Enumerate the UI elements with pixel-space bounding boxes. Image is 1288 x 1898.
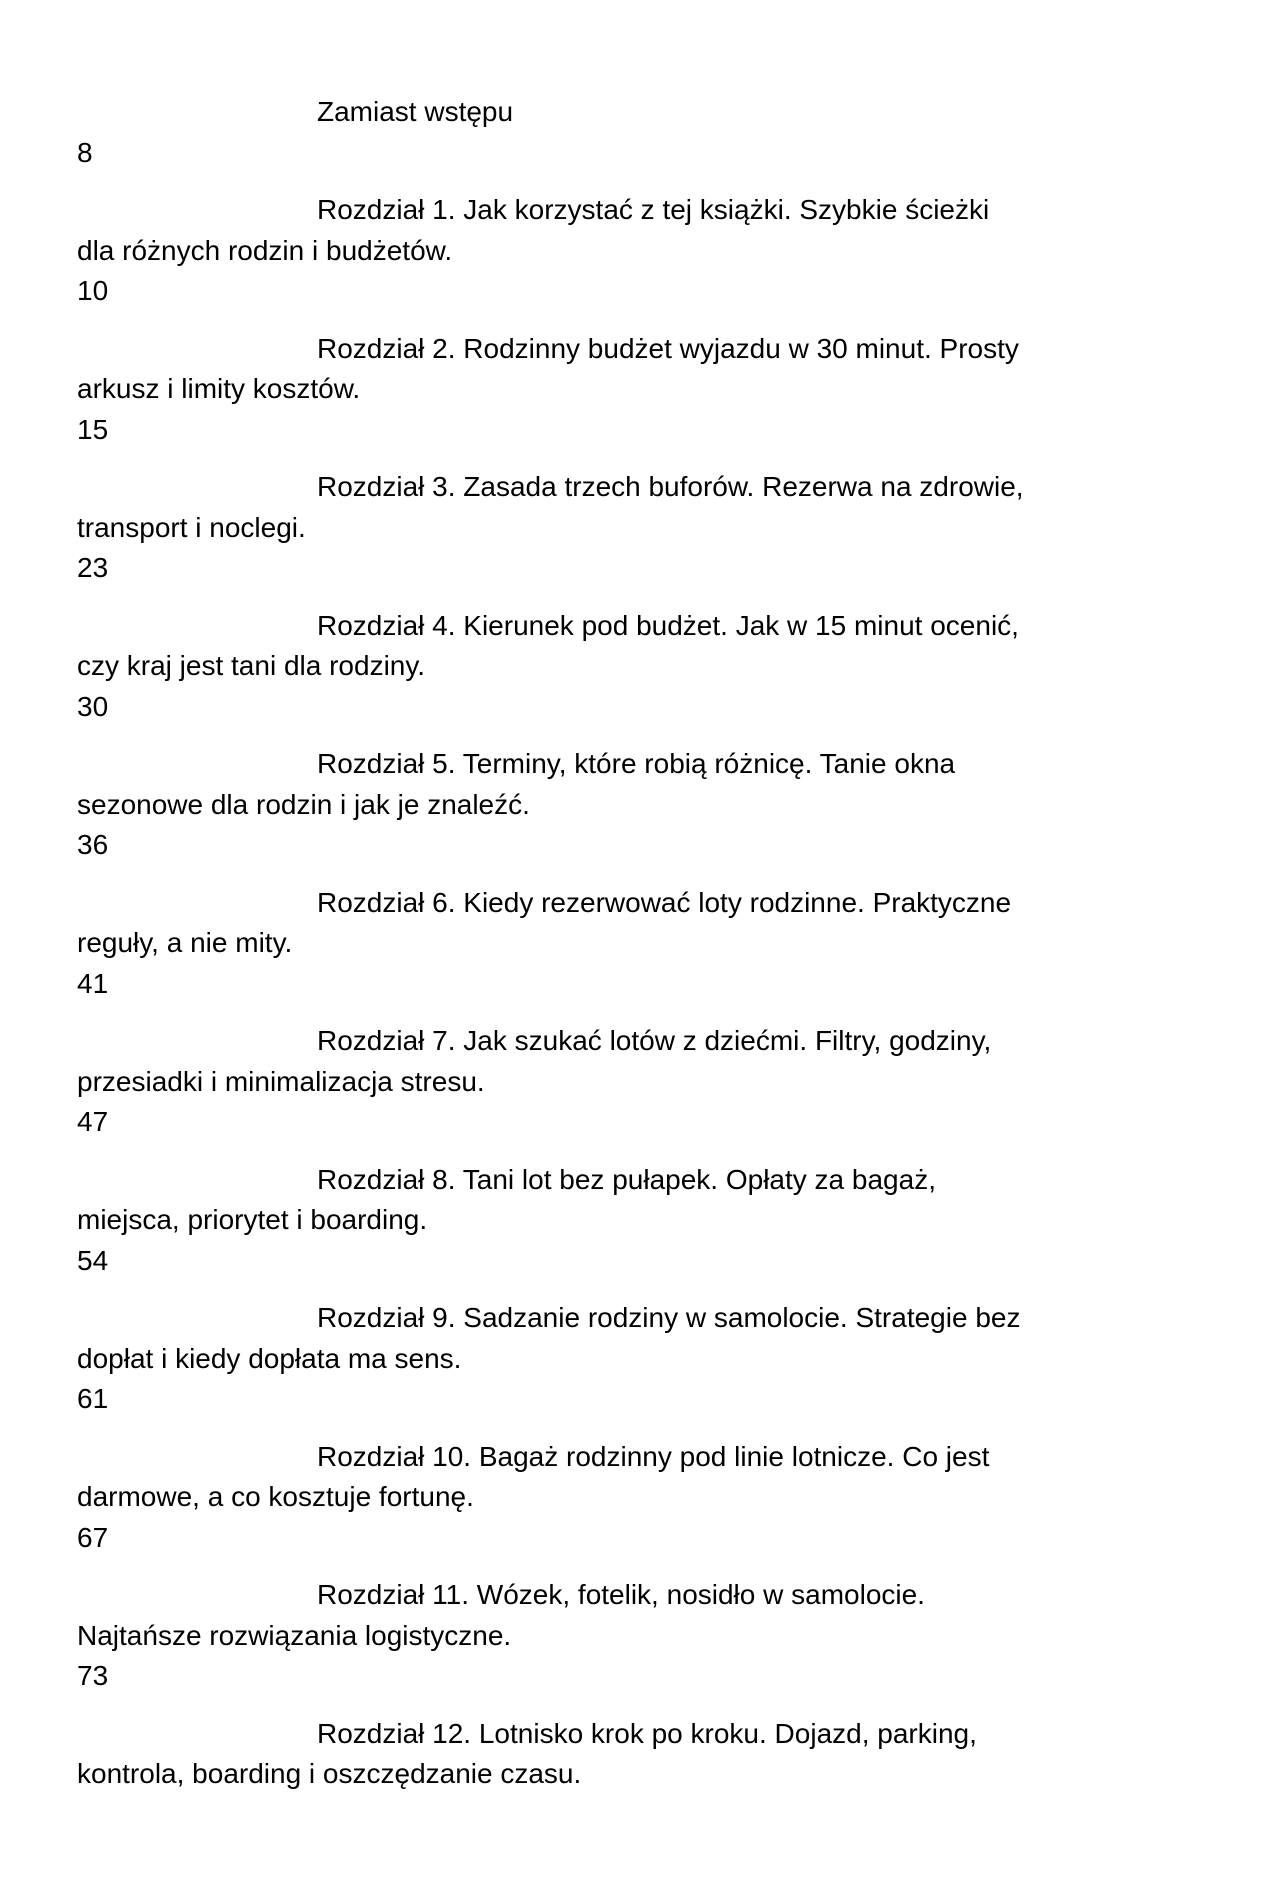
- toc-entry-page-number: 54: [77, 1244, 109, 1276]
- toc-entry[interactable]: [77, 883, 1227, 1005]
- toc-entry[interactable]: [77, 1714, 1227, 1795]
- toc-entry-page-number: 41: [77, 967, 109, 999]
- toc-entry-title-continuation: reguły, a nie mity.: [77, 927, 293, 958]
- toc-entry-title: Rozdział 2. Rodzinny budżet wyjazdu w 30 minut. Prosty: [317, 332, 1019, 364]
- toc-entry-title: Zamiast wstępu: [317, 96, 514, 127]
- toc-entry-title-continuation: dla różnych rodzin i budżetów.: [77, 234, 453, 266]
- toc-entry[interactable]: [77, 1160, 1227, 1282]
- toc-entry-title-continuation: czy kraj jest tani dla rodziny.: [77, 650, 426, 681]
- toc-entry-title-continuation: transport i noclegi.: [77, 511, 306, 543]
- toc-entry[interactable]: [77, 744, 1227, 866]
- toc-entry-title: Rozdział 5. Terminy, które robią różnicę. Tanie okna: [317, 748, 956, 779]
- toc-entry-title: Rozdział 12. Lotnisko krok po kroku. Dojazd, parking,: [317, 1717, 977, 1749]
- toc-entry-page-number: 47: [77, 1106, 109, 1137]
- toc-entry-page-number: 36: [77, 829, 109, 860]
- toc-entry-title: Rozdział 10. Bagaż rodzinny pod linie lotnicze. Co jest: [317, 1440, 990, 1472]
- toc-entry-title: Rozdział 9. Sadzanie rodziny w samolocie. Strategie bez: [317, 1302, 1021, 1333]
- toc-entry-title: Rozdział 4. Kierunek pod budżet. Jak w 15 minut ocenić,: [317, 609, 1019, 641]
- toc-entry-title: Rozdział 3. Zasada trzech buforów. Rezerwa na zdrowie,: [317, 471, 1024, 502]
- toc-entry-page-number: 23: [77, 552, 109, 583]
- toc-entry-title-continuation: przesiadki i minimalizacja stresu.: [77, 1065, 485, 1097]
- toc-entry-page-number: 8: [77, 136, 93, 168]
- toc-entry-title: Rozdział 1. Jak korzystać z tej książki. Szybkie ścieżki: [317, 194, 990, 225]
- toc-entry-title-continuation: miejsca, priorytet i boarding.: [77, 1204, 428, 1235]
- toc-entry[interactable]: [77, 329, 1227, 451]
- toc-entry[interactable]: [77, 1021, 1227, 1143]
- toc-entry-page-number: 73: [77, 1660, 109, 1691]
- table-of-contents: [77, 92, 1227, 1812]
- toc-entry-page-number: 10: [77, 275, 109, 306]
- toc-entry-title: Rozdział 6. Kiedy rezerwować loty rodzinne. Praktyczne: [317, 886, 1012, 918]
- toc-entry[interactable]: [77, 190, 1227, 312]
- toc-entry[interactable]: [77, 92, 1227, 173]
- toc-entry-title-continuation: dopłat i kiedy dopłata ma sens.: [77, 1342, 462, 1374]
- toc-entry[interactable]: [77, 1575, 1227, 1697]
- toc-entry-title-continuation: Najtańsze rozwiązania logistyczne.: [77, 1619, 512, 1651]
- toc-entry-page-number: 67: [77, 1521, 109, 1553]
- toc-entry-page-number: 61: [77, 1383, 109, 1414]
- toc-entry[interactable]: [77, 1437, 1227, 1559]
- toc-entry[interactable]: [77, 467, 1227, 589]
- toc-entry-page-number: 30: [77, 690, 109, 722]
- toc-entry-title: Rozdział 11. Wózek, fotelik, nosidło w samolocie.: [317, 1579, 925, 1610]
- toc-entry[interactable]: [77, 606, 1227, 728]
- toc-entry-title: Rozdział 8. Tani lot bez pułapek. Opłaty za bagaż,: [317, 1163, 936, 1195]
- toc-entry[interactable]: [77, 1298, 1227, 1420]
- toc-entry-title-continuation: sezonowe dla rodzin i jak je znaleźć.: [77, 788, 530, 820]
- toc-entry-title: Rozdział 7. Jak szukać lotów z dziećmi. Filtry, godziny,: [317, 1025, 992, 1056]
- toc-entry-title-continuation: darmowe, a co kosztuje fortunę.: [77, 1481, 474, 1512]
- toc-entry-title-continuation: kontrola, boarding i oszczędzanie czasu.: [77, 1758, 582, 1789]
- toc-entry-title-continuation: arkusz i limity kosztów.: [77, 373, 361, 404]
- toc-entry-page-number: 15: [77, 413, 109, 445]
